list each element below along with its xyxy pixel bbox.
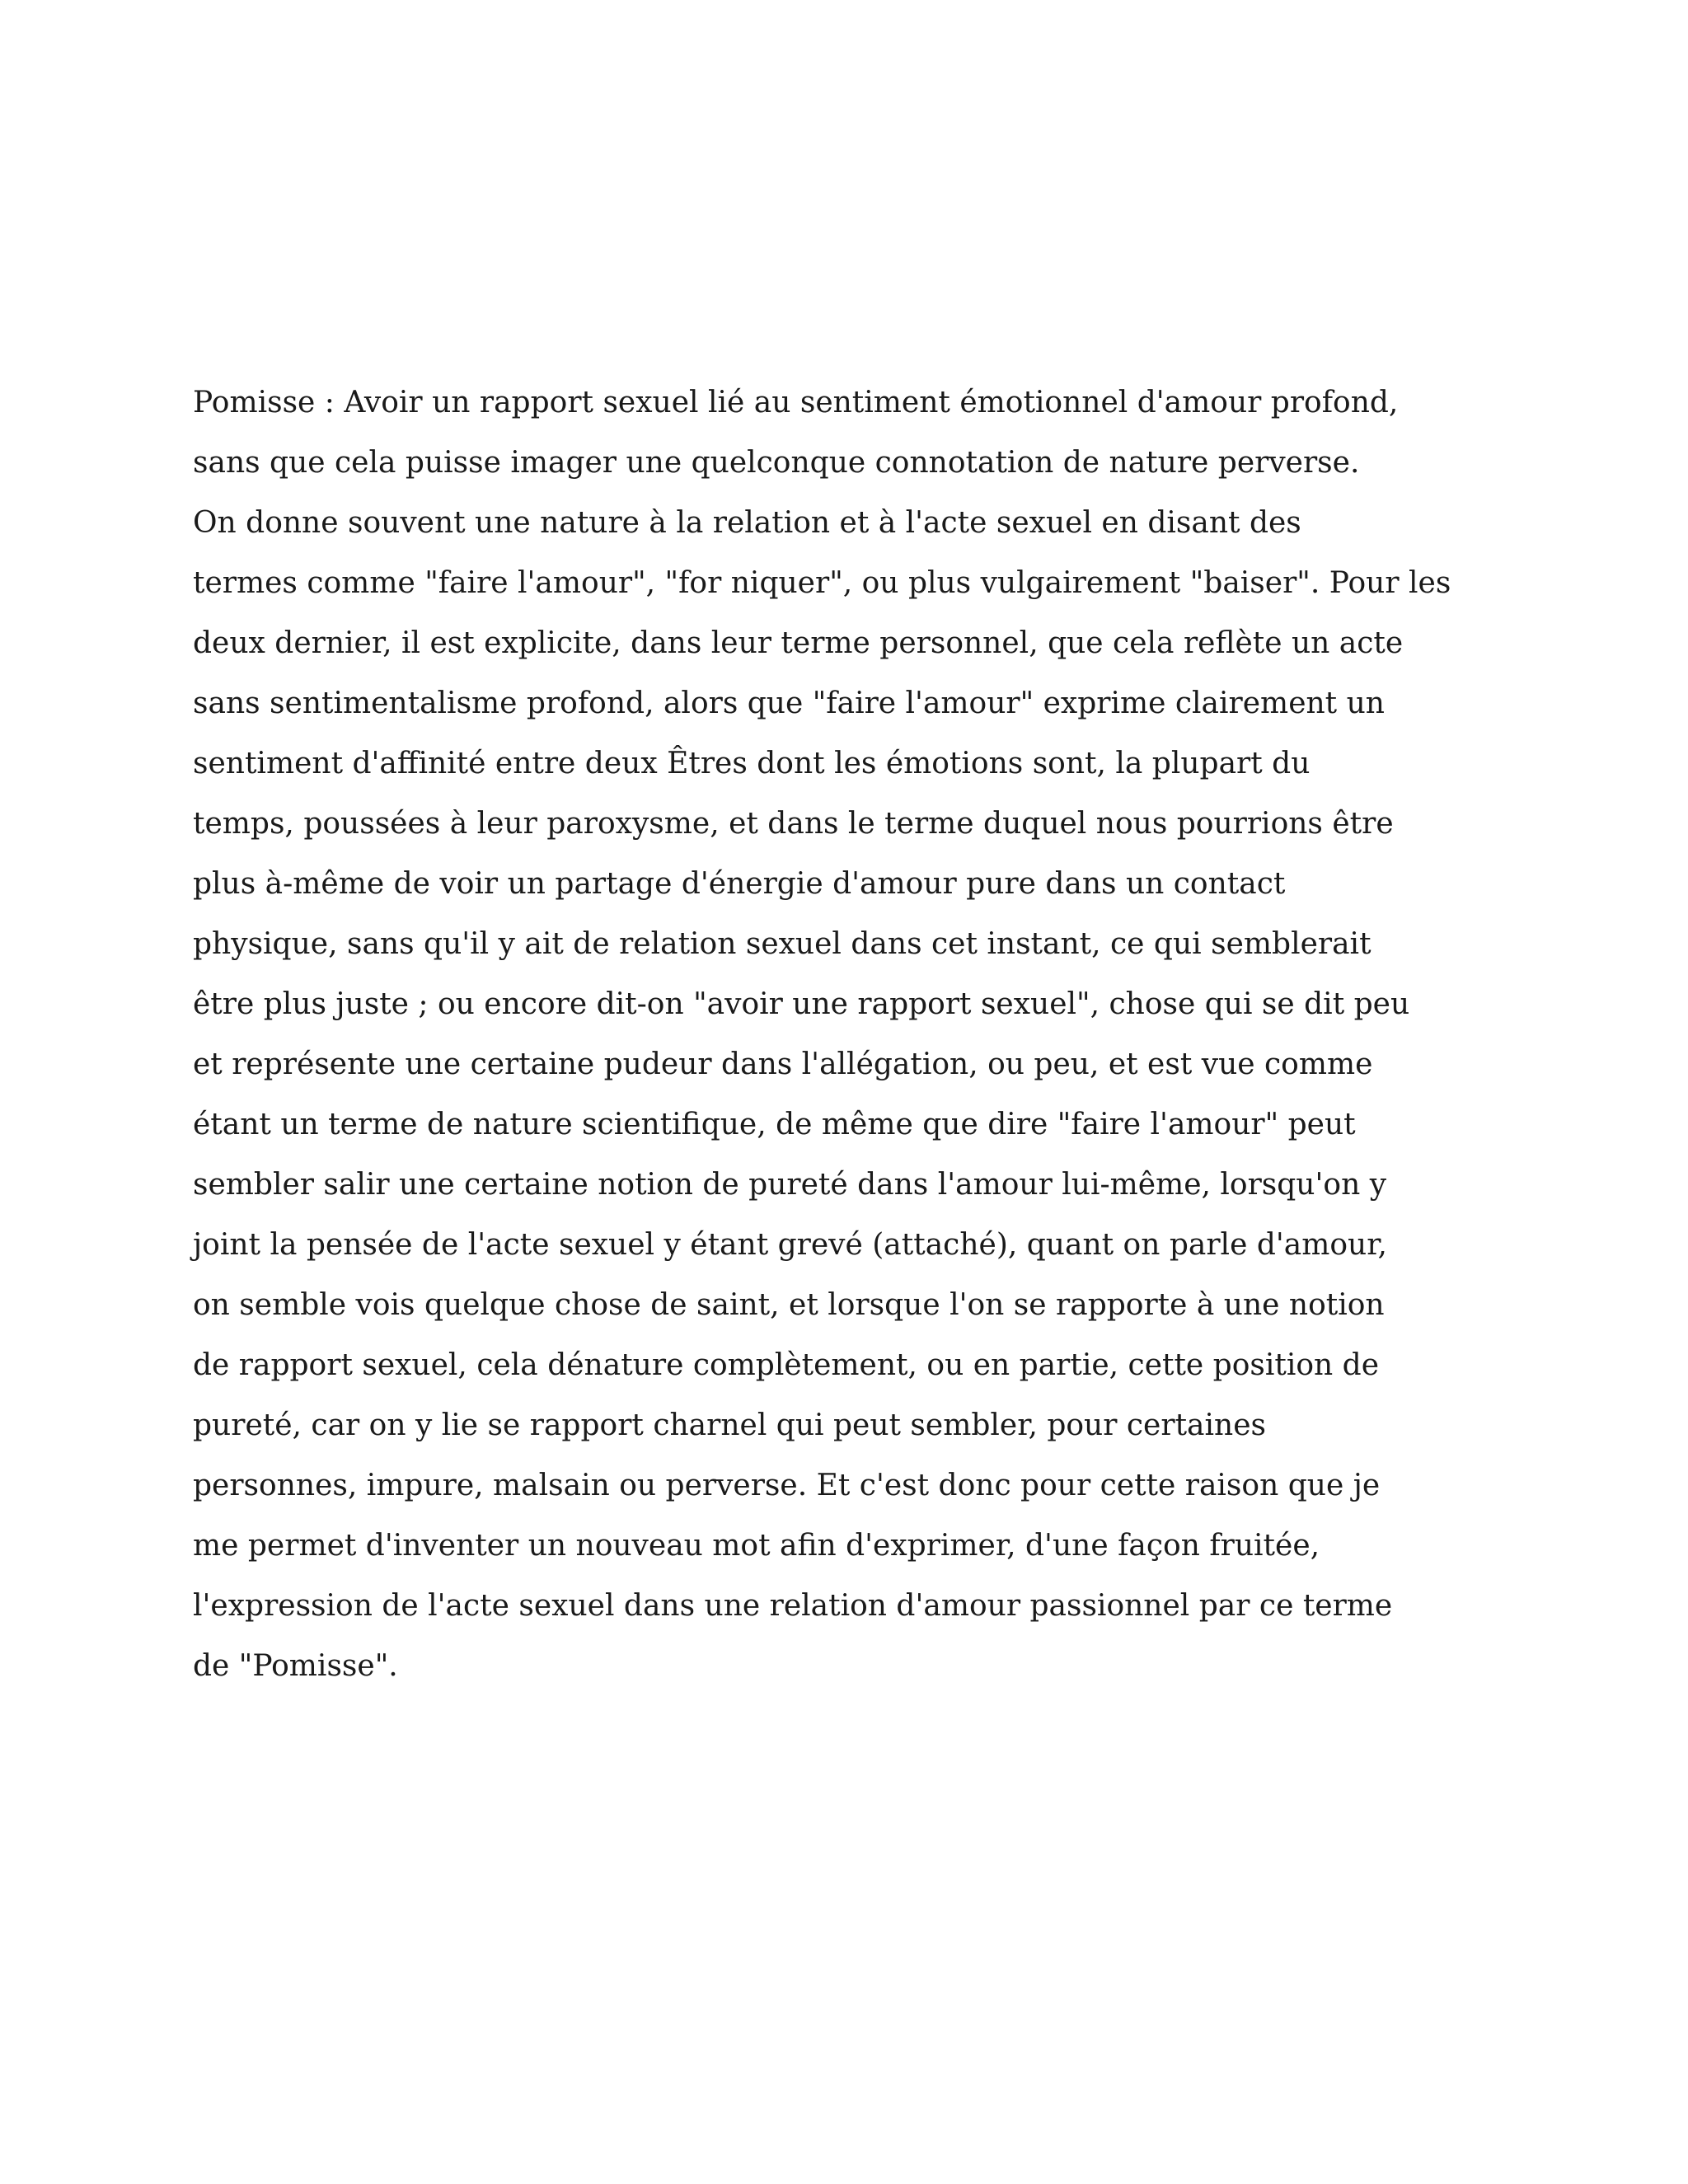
definition-paragraph: [193, 373, 1512, 1696]
text-line: l'expression de l'acte sexuel dans une relation d'amour passionnel par ce terme: [193, 1589, 1393, 1623]
text-line: pureté, car on y lie se rapport charnel qui peut sembler, pour certaines: [193, 1408, 1266, 1442]
text-line: plus à-même de voir un partage d'énergie d'amour pure dans un contact: [193, 867, 1286, 901]
text-line: Pomisse : Avoir un rapport sexuel lié au sentiment émotionnel d'amour profond,: [193, 386, 1399, 419]
text-line: joint la pensée de l'acte sexuel y étant grevé (attaché), quant on parle d'amour,: [193, 1228, 1387, 1262]
text-line: sembler salir une certaine notion de pureté dans l'amour lui-même, lorsqu'on y: [193, 1168, 1387, 1202]
text-line: physique, sans qu'il y ait de relation sexuel dans cet instant, ce qui semblerait: [193, 927, 1372, 961]
text-line: sans sentimentalisme profond, alors que "faire l'amour" exprime clairement un: [193, 687, 1385, 720]
text-line: On donne souvent une nature à la relation et à l'acte sexuel en disant des: [193, 506, 1301, 540]
text-line: on semble vois quelque chose de saint, et lorsque l'on se rapporte à une notion: [193, 1288, 1385, 1322]
text-line: et représente une certaine pudeur dans l'allégation, ou peu, et est vue comme: [193, 1047, 1373, 1081]
text-line: personnes, impure, malsain ou perverse. Et c'est donc pour cette raison que je: [193, 1469, 1381, 1502]
text-line: sentiment d'affinité entre deux Êtres dont les émotions sont, la plupart du: [193, 747, 1311, 780]
text-line: de "Pomisse".: [193, 1649, 398, 1683]
text-line: être plus juste ; ou encore dit-on "avoir une rapport sexuel", chose qui se dit peu: [193, 987, 1410, 1021]
text-line: sans que cela puisse imager une quelconque connotation de nature perverse.: [193, 446, 1360, 480]
text-line: me permet d'inventer un nouveau mot afin d'exprimer, d'une façon fruitée,: [193, 1529, 1320, 1563]
text-line: étant un terme de nature scientifique, de même que dire "faire l'amour" peut: [193, 1108, 1356, 1141]
text-line: deux dernier, il est explicite, dans leur terme personnel, que cela reflète un acte: [193, 626, 1404, 660]
text-line: temps, poussées à leur paroxysme, et dans le terme duquel nous pourrions être: [193, 807, 1394, 841]
text-line: de rapport sexuel, cela dénature complètement, ou en partie, cette position de: [193, 1348, 1380, 1382]
text-line: termes comme "faire l'amour", "for niquer", ou plus vulgairement "baiser". Pour les: [193, 566, 1451, 600]
